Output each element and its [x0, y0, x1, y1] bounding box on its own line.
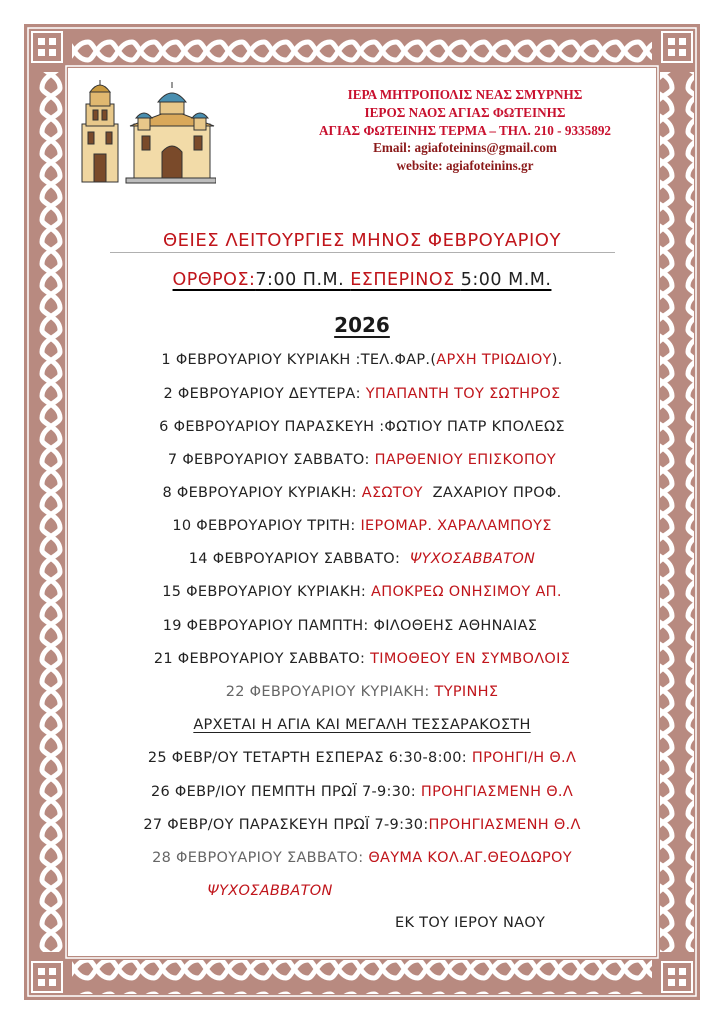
schedule-date: 19 ΦΕΒΡΟΥΑΡΙΟΥ ΠΑΜΠΤΗ: ΦΙΛΟΘΕΗΣ ΑΘΗΝΑΙΑΣ — [162, 618, 538, 634]
schedule-line — [60, 584, 664, 600]
schedule-date: 21 ΦΕΒΡΟΥΑΡΙΟΥ ΣΑΒΒΑΤΟ: — [153, 651, 371, 667]
schedule-suffix: ΖΑΧΑΡΙΟΥ ΠΡΟΦ. — [422, 485, 562, 501]
page-title: ΘΕΙΕΣ ΛΕΙΤΟΥΡΓΙΕΣ ΜΗΝΟΣ ΦΕΒΡΟΥΑΡΙΟΥ — [163, 230, 561, 251]
schedule-line — [60, 784, 664, 800]
schedule-date: 14 ΦΕΒΡΟΥΑΡΙΟΥ ΣΑΒΒΑΤΟ: — [188, 551, 410, 567]
schedule-line — [60, 850, 664, 866]
schedule-date: 10 ΦΕΒΡΟΥΑΡΙΟΥ ΤΡΙΤΗ: — [172, 518, 361, 534]
church-address: ΑΓΙΑΣ ΦΩΤΕΙΝΗΣ ΤΕΡΜΑ – ΤΗΛ. 210 - 9335892 — [318, 122, 612, 138]
service-times — [72, 270, 652, 290]
schedule-line — [60, 651, 664, 667]
schedule-event: ΠΡΟΗΓΙ/Η Θ.Λ — [471, 750, 577, 766]
church-name: ΙΕΡΟΣ ΝΑΟΣ ΑΓΙΑΣ ΦΩΤΕΙΝΗΣ — [364, 104, 566, 120]
schedule-line — [60, 419, 664, 435]
schedule-event: ΑΡΧΗ ΤΡΙΩΔΙΟΥ — [436, 352, 552, 368]
schedule-line — [60, 386, 664, 402]
schedule-line — [60, 352, 664, 368]
schedule-line — [60, 485, 664, 501]
title-divider — [110, 252, 615, 253]
schedule-date: 1 ΦΕΒΡΟΥΑΡΙΟΥ ΚΥΡΙΑΚΗ :ΤΕΛ.ΦΑΡ.( — [161, 352, 437, 368]
schedule-line — [60, 551, 664, 567]
schedule-event: ΑΠΟΚΡΕΩ ΟΝΗΣΙΜΟΥ ΑΠ. — [371, 584, 562, 600]
church-website: website: agiafoteinins.gr — [396, 158, 534, 174]
schedule-line — [60, 817, 664, 833]
schedule-date: 6 ΦΕΒΡΟΥΑΡΙΟΥ ΠΑΡΑΣΚΕΥΗ :ΦΩΤΙΟΥ ΠΑΤΡ ΚΠΟΛΕΩΣ — [159, 419, 565, 435]
schedule-line — [60, 518, 664, 534]
schedule-date: 7 ΦΕΒΡΟΥΑΡΙΟΥ ΣΑΒΒΑΤΟ: — [167, 452, 375, 468]
schedule-event: ΙΕΡΟΜΑΡ. ΧΑΡΑΛΑΜΠΟΥΣ — [360, 518, 552, 534]
schedule-date: 26 ΦΕΒΡ/ΙΟΥ ΠΕΜΠΤΗ ΠΡΩΪ 7-9:30: — [150, 784, 421, 800]
church-illustration — [76, 80, 216, 184]
esperinos-label: ΕΣΠΕΡΙΝΟΣ — [350, 270, 461, 290]
metropolis-name: ΙΕΡΑ ΜΗΤΡΟΠΟΛΙΣ ΝΕΑΣ ΣΜΥΡΝΗΣ — [347, 87, 583, 102]
schedule-event: ΠΡΟΗΓΙΑΣΜΕΝΗ Θ.Λ — [428, 817, 581, 833]
signature: ΕΚ ΤΟΥ ΙΕΡΟΥ ΝΑΟΥ — [395, 915, 546, 931]
schedule-event: ΥΠΑΠΑΝΤΗ ΤΟΥ ΣΩΤΗΡΟΣ — [365, 386, 561, 402]
schedule-event: ΤΥΡΙΝΗΣ — [434, 684, 499, 700]
last-event: ΨΥΧΟΣΑΒΒΑΤΟΝ — [207, 883, 333, 899]
schedule-suffix: ). — [551, 352, 563, 368]
lent-start-notice: ΑΡΧΕΤΑΙ Η ΑΓΙΑ ΚΑΙ ΜΕΓΑΛΗ ΤΕΣΣΑΡΑΚΟΣΤΗ — [193, 717, 531, 733]
esperinos-time: 5:00 Μ.Μ. — [460, 270, 552, 290]
schedule-event: ΤΙΜΟΘΕΟΥ ΕΝ ΣΥΜΒΟΛΟΙΣ — [370, 651, 571, 667]
schedule-event: ΠΡΟΗΓΙΑΣΜΕΝΗ Θ.Λ — [420, 784, 574, 800]
schedule-event: ΨΥΧΟΣΑΒΒΑΤΟΝ — [409, 551, 536, 567]
orthros-label: ΟΡΘΡΟΣ: — [172, 270, 256, 290]
schedule-line — [60, 750, 664, 766]
schedule-event: ΠΑΡΘΕΝΙΟΥ ΕΠΙΣΚΟΠΟΥ — [374, 452, 557, 468]
orthros-time: 7:00 Π.Μ. — [255, 270, 351, 290]
church-email: Email: agiafoteinins@gmail.com — [373, 140, 557, 156]
schedule-event: ΘΑΥΜΑ ΚΟΛ.ΑΓ.ΘΕΟΔΩΡΟΥ — [368, 850, 572, 866]
schedule-date: 28 ΦΕΒΡΟΥΑΡΙΟΥ ΣΑΒΒΑΤΟ: — [152, 850, 369, 866]
year-heading: 2026 — [334, 313, 390, 337]
schedule-date: 15 ΦΕΒΡΟΥΑΡΙΟΥ ΚΥΡΙΑΚΗ: — [162, 584, 372, 600]
schedule-date: 25 ΦΕΒΡ/ΟΥ ΤΕΤΑΡΤΗ ΕΣΠΕΡΑΣ 6:30-8:00: — [147, 750, 472, 766]
parish-header — [250, 86, 680, 175]
schedule-date: 27 ΦΕΒΡ/ΟΥ ΠΑΡΑΣΚΕΥΗ ΠΡΩΪ 7-9:30: — [143, 817, 429, 833]
schedule-line — [60, 684, 664, 700]
schedule-line — [60, 452, 664, 468]
schedule-event: ΑΣΩΤΟΥ — [361, 485, 423, 501]
schedule-date: 8 ΦΕΒΡΟΥΑΡΙΟΥ ΚΥΡΙΑΚΗ: — [162, 485, 362, 501]
schedule-line — [48, 618, 652, 634]
schedule-date: 22 ΦΕΒΡΟΥΑΡΙΟΥ ΚΥΡΙΑΚΗ: — [225, 684, 435, 700]
schedule-date: 2 ΦΕΒΡΟΥΑΡΙΟΥ ΔΕΥΤΕΡΑ: — [163, 386, 366, 402]
